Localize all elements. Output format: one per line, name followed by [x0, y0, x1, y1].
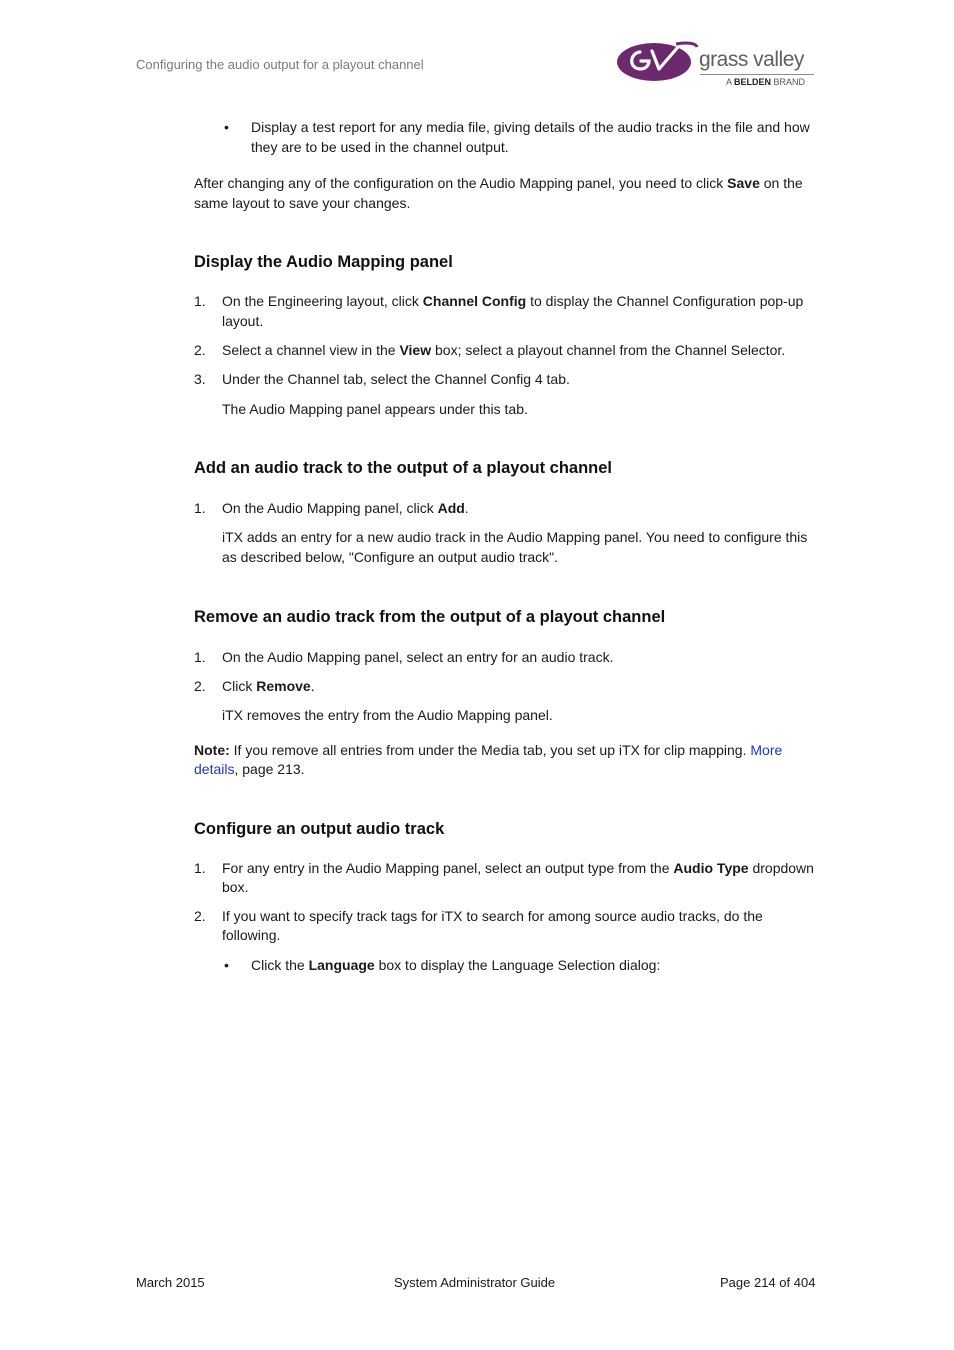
footer-page-number: Page 214 of 404 — [720, 1275, 816, 1290]
section-heading-display-panel: Display the Audio Mapping panel — [194, 253, 453, 271]
grass-valley-logo-icon — [616, 38, 698, 84]
footer-date: March 2015 — [136, 1275, 205, 1290]
step-result: iTX adds an entry for a new audio track in the Audio Mapping panel. You need to configure this as described below, "Configure an output audio track". — [222, 529, 808, 565]
list-item: 2. Click Remove. — [194, 678, 315, 694]
note-label: Note: — [194, 742, 230, 758]
section-heading-remove-track: Remove an audio track from the output of a playout channel — [194, 608, 666, 626]
list-item: 1. On the Audio Mapping panel, select an entry for an audio track. — [194, 649, 614, 665]
step-result: The Audio Mapping panel appears under this tab. — [222, 401, 528, 417]
logo-subtitle: A BELDEN BRAND — [726, 77, 806, 87]
page-content — [194, 117, 820, 975]
section-heading-configure-track: Configure an output audio track — [194, 820, 445, 838]
bullet-icon: • — [224, 119, 229, 135]
intro-paragraph: After changing any of the configuration on the Audio Mapping panel, you need to click Save on the same layout to save your changes. — [194, 175, 803, 211]
sub-bullet: • Click the Language box to display the Language Selection dialog: — [224, 957, 661, 973]
list-item: 2. Select a channel view in the View box; select a playout channel from the Channel Selector. — [194, 342, 786, 358]
list-item: 1. On the Audio Mapping panel, click Add. — [194, 500, 469, 516]
intro-bullet: • Display a test report for any media file, giving details of the audio tracks in the file and how they are to be used in the channel output. — [224, 119, 810, 155]
running-header: Configuring the audio output for a playout channel — [136, 57, 424, 72]
list-item: 2. If you want to specify track tags for iTX to search for among source audio tracks, do the following. — [194, 908, 763, 943]
bullet-icon: • — [224, 957, 229, 973]
logo-wordmark: grass valley — [699, 48, 804, 71]
note-paragraph: Note: If you remove all entries from under the Media tab, you set up iTX for clip mapping. More details, page 213. — [194, 742, 783, 777]
step-result: iTX removes the entry from the Audio Mapping panel. — [222, 707, 553, 723]
footer-title: System Administrator Guide — [394, 1275, 556, 1290]
list-item: 1. For any entry in the Audio Mapping panel, select an output type from the Audio Type dropdown box. — [194, 860, 814, 895]
more-details-link[interactable]: More details — [194, 742, 783, 777]
list-item: 1. On the Engineering layout, click Channel Config to display the Channel Configuration pop-up layout. — [194, 293, 804, 329]
logo-divider — [700, 74, 814, 75]
section-heading-add-track: Add an audio track to the output of a playout channel — [194, 459, 613, 477]
list-item: 3. Under the Channel tab, select the Channel Config 4 tab. — [194, 371, 570, 387]
grass-valley-logo — [616, 38, 816, 90]
